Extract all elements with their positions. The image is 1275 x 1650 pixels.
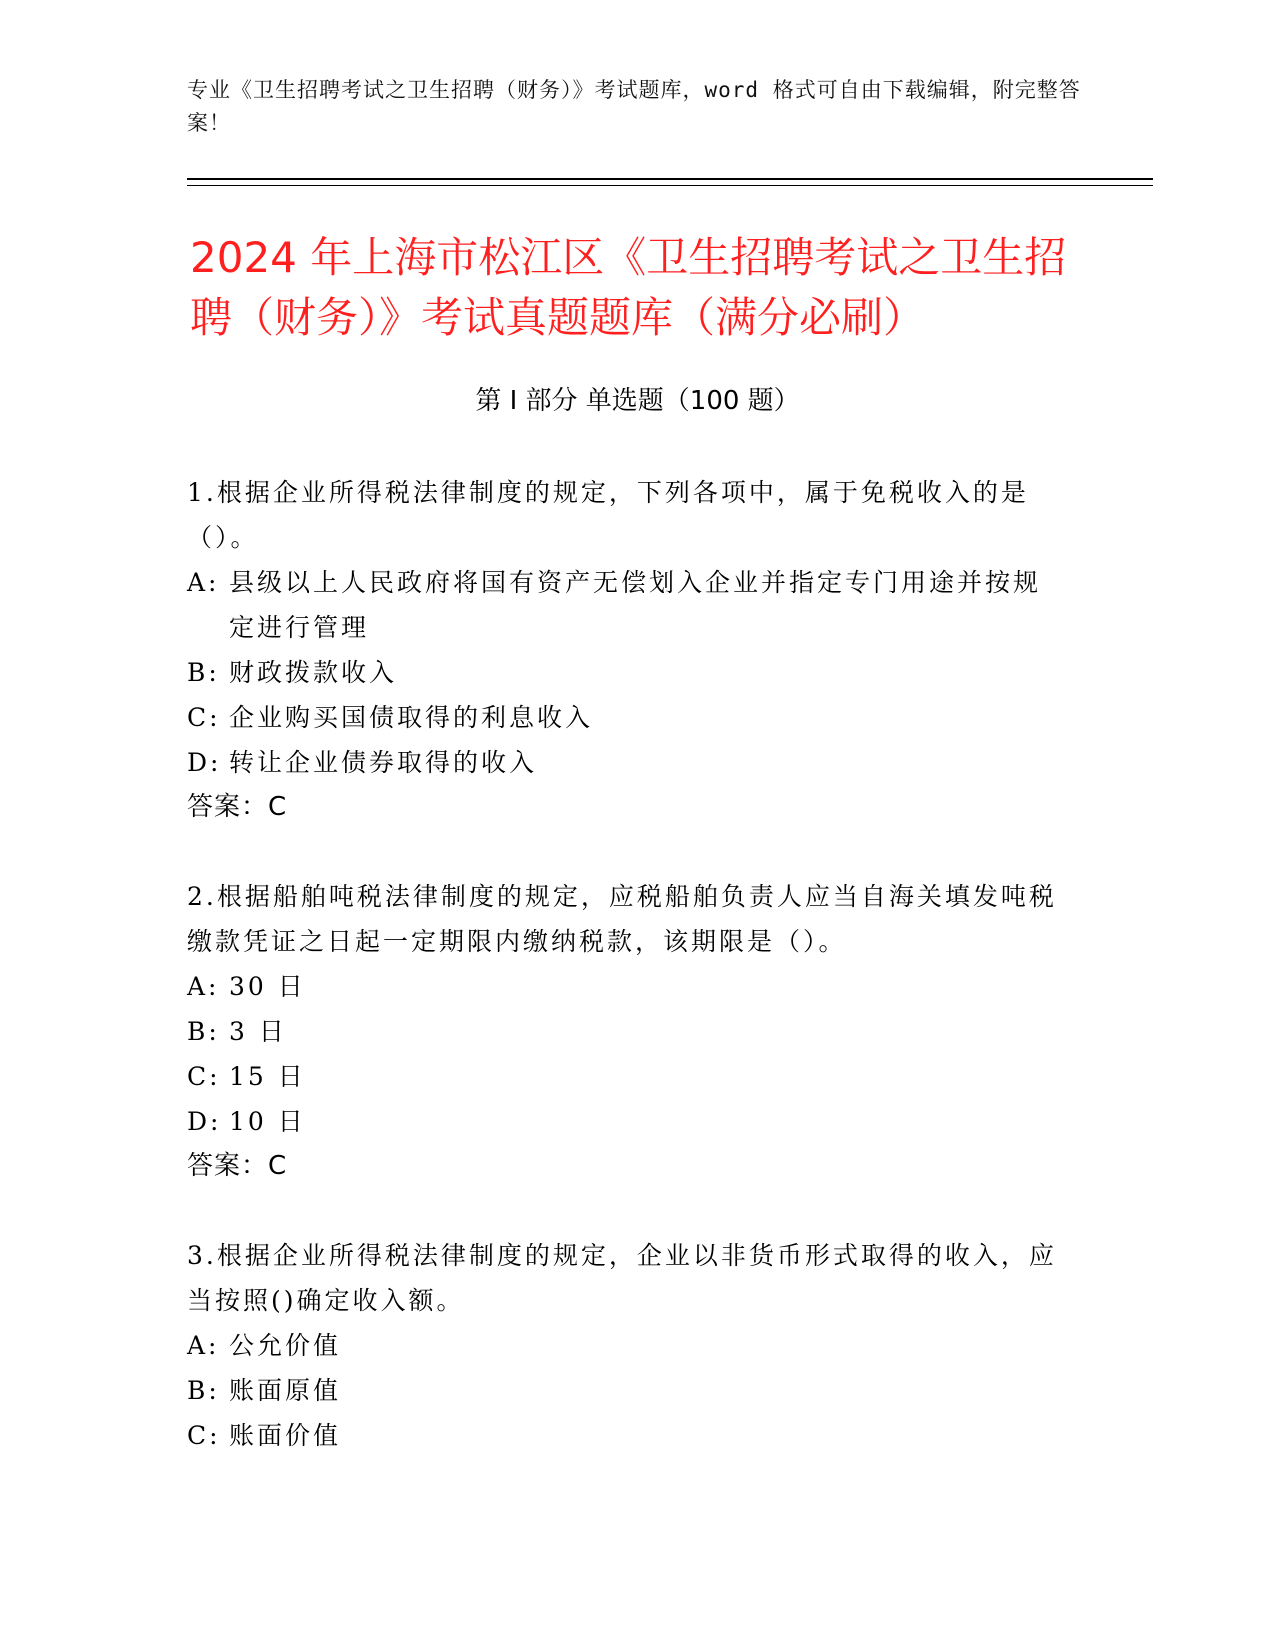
option-a — [187, 1323, 1067, 1368]
option-text: 账面原值 — [229, 1376, 342, 1405]
question-stem: 1.根据企业所得税法律制度的规定，下列各项中，属于免税收入的是（）。 — [187, 478, 1029, 552]
question-stem: 3.根据企业所得税法律制度的规定，企业以非货币形式取得的收入，应当按照()确定收入额。 — [187, 1241, 1057, 1315]
option-text: 3 日 — [229, 1017, 287, 1046]
option-c — [187, 695, 1067, 740]
document-title: 2024 年上海市松江区《卫生招聘考试之卫生招聘（财务）》考试真题题库（满分必刷） — [190, 233, 1067, 342]
option-letter: C: — [187, 1062, 221, 1091]
answer-label: 答案： — [187, 1151, 269, 1181]
option-letter: D: — [187, 1107, 222, 1136]
option-d — [187, 740, 1067, 785]
option-letter: D: — [187, 748, 222, 777]
option-b — [187, 1009, 1067, 1054]
option-a — [187, 560, 1067, 650]
option-text: 财政拨款收入 — [229, 658, 398, 687]
section-title: 第 I 部分 单选题（100 题） — [475, 386, 800, 416]
header-note: 专业《卫生招聘考试之卫生招聘（财务）》考试题库，word 格式可自由下载编辑，附完整答案！ — [187, 78, 1081, 135]
option-letter: B: — [187, 1376, 220, 1405]
option-letter: A: — [187, 1331, 220, 1360]
option-text: 企业购买国债取得的利息收入 — [229, 703, 594, 732]
option-text: 10 日 — [229, 1107, 306, 1136]
option-text: 30 日 — [229, 972, 306, 1001]
option-letter: B: — [187, 1017, 220, 1046]
option-d — [187, 1099, 1067, 1144]
option-letter: B: — [187, 658, 220, 687]
option-b — [187, 650, 1067, 695]
answer-line — [187, 785, 1067, 830]
question-item — [187, 874, 1067, 1189]
option-text: 账面价值 — [229, 1421, 342, 1450]
option-b — [187, 1368, 1067, 1413]
answer-value: C — [268, 1151, 287, 1181]
option-text: 15 日 — [229, 1062, 306, 1091]
question-item — [187, 1233, 1067, 1458]
option-letter: A: — [187, 568, 220, 597]
option-c — [187, 1054, 1067, 1099]
option-letter: A: — [187, 972, 220, 1001]
answer-line — [187, 1144, 1067, 1189]
header-divider-thin — [187, 185, 1153, 186]
question-item — [187, 470, 1067, 830]
option-c — [187, 1413, 1067, 1458]
option-text: 县级以上人民政府将国有资产无偿划入企业并指定专门用途并按规定进行管理 — [229, 568, 1042, 642]
header-divider-thick — [187, 178, 1153, 180]
answer-label: 答案： — [187, 792, 269, 822]
option-letter: C: — [187, 1421, 221, 1450]
question-list — [187, 470, 1067, 1502]
option-text: 转让企业债券取得的收入 — [229, 748, 538, 777]
answer-value: C — [268, 792, 287, 822]
option-text: 公允价值 — [229, 1331, 342, 1360]
option-a — [187, 964, 1067, 1009]
option-letter: C: — [187, 703, 221, 732]
question-stem: 2.根据船舶吨税法律制度的规定，应税船舶负责人应当自海关填发吨税缴款凭证之日起一定期限内缴纳税款，该期限是（）。 — [187, 882, 1057, 956]
